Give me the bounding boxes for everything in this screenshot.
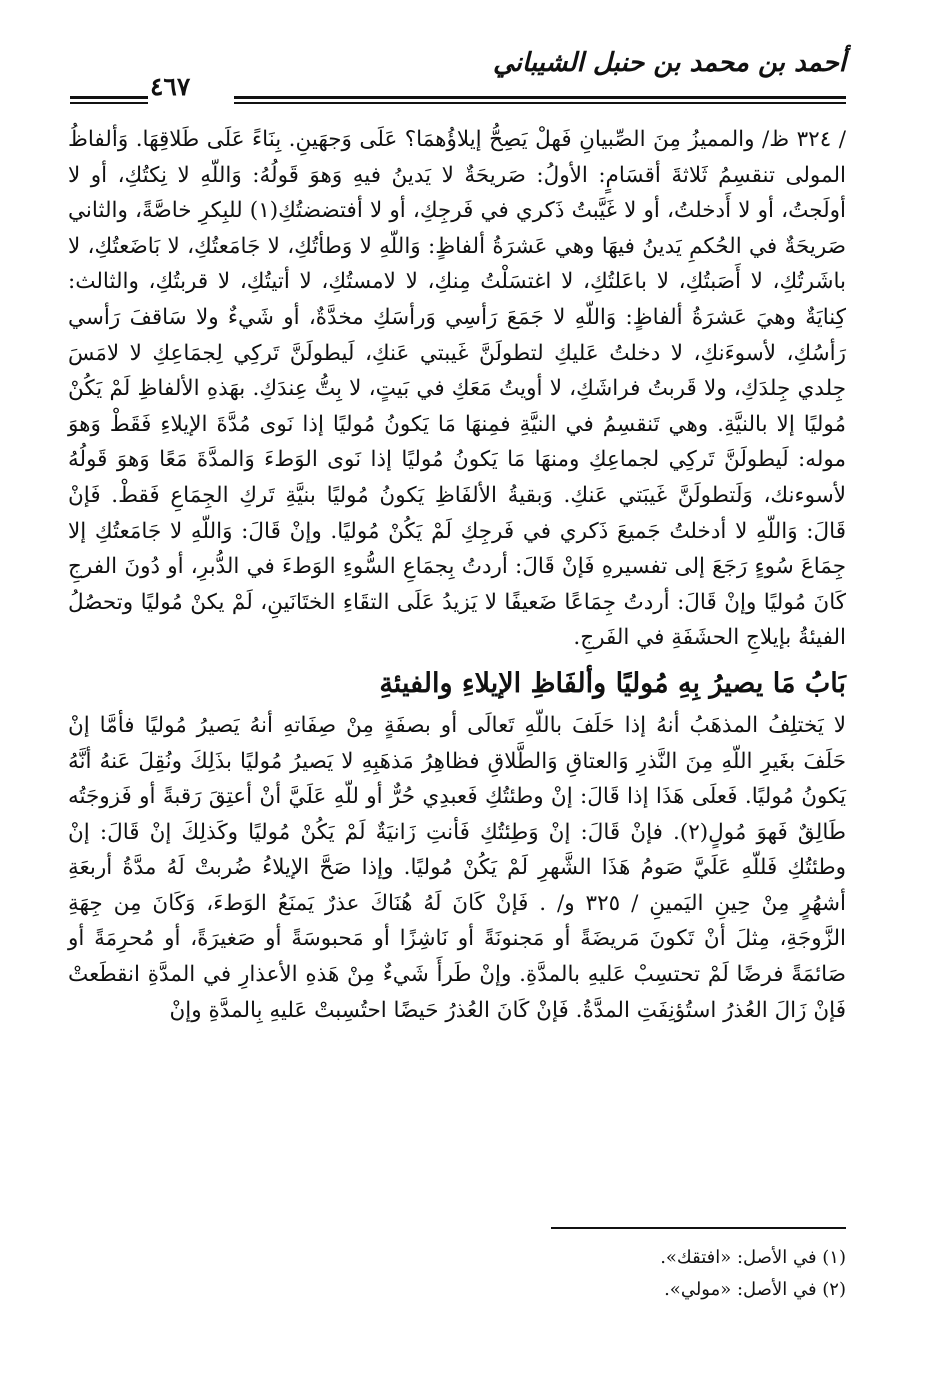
section-heading: بَابُ مَا يصيرُ بِهِ مُوليًا وألفَاظِ الإيلاءِ والفيئةِ xyxy=(379,667,846,699)
paragraph: / ٣٢٤ ظ/ والمميزُ مِنَ الصِّبيانِ فَهلْ يَصِحُّ إيلاؤُهمَا؟ عَلَى وَجهَينِ. بِنَاءً عَلَى طَلاقِهَا. وَألفاظُ المولى تنقسِمُ ثَلاثةَ أقسَامٍ: الأولُ: صَريحَةٌ لا يَدينُ فيهِ وَهوَ قَولُهُ: وَاللّهِ لا نِكتُكِ، أو لا أولَجتُ، أو لا أَدخلتُ، أو لا غَيَّبتُ ذَكري في فَرجِكِ، أو لا أفتضضتُكِ(١) للبِكرِ خاصَّةً، والثاني صَريحَةٌ في الحُكمِ يَدينُ فيهَا وهي عَشرَةُ ألفاظٍ: وَاللّهِ لا وَطأتُكِ، لا جَامَعتُكِ، لا بَاضَعتُكِ، لا باشَرتُكِ، لا أَصَبتُكِ، لا باعَلتُكِ، لا اغتسَلْتُ مِنكِ، لا لامستُكِ، لا أتيتُكِ، لا قربتُكِ، والثالث: كِنايَةٌ وهيَ عَشرَةُ ألفاظٍ: وَاللّهِ لا جَمَعَ رَأسِي وَرأسَكِ مخدَّةٌ، أو شَيءٌ ولا سَاقفَ رَأسي رَأسُكِ، لأسوءَنكِ، لا دخلتُ عَليكِ لتطولَنَّ غَيبتي عَنكِ، لَيطولَنَّ تَركِي لِجمَاعِكِ لا لامَسَ جِلدي جِلدَكِ، ولا قَربتُ فراشَكِ، لا أويتُ مَعَكِ في بَيتٍ، لا بِتُّ عِندَكِ. بهَذهِ الألفاظِ لَمْ يَكُنْ مُوليًا إلا بالنيَّةِ. وهي تَنقسِمُ في النيَّةِ فمِنهَا مَا يَكونُ مُوليًا إذا نَوى مُدَّةَ الإيلاءِ فَقَطْ وَهوَ موله: لَيطولَنَّ تَركِي لجماعِكِ ومنهَا مَا يَكونُ مُوليًا إذا نَوى الوَطءَ وَالمدَّةَ مَعًا وَهوَ قَولُهُ لأسوءنك، وَلَتطولَنَّ غَيبَتي عَنكِ. وَبقيةُ الألفَاظِ يَكونُ مُوليًا بنيَّةِ تَركِ الجِمَاعِ فَقطْ. فَإنْ قَالَ: وَاللّهِ لا أدخلتُ جَميعَ ذَكري في فَرجِكِ لَمْ يَكُنْ مُوليًا. وإنْ قَالَ: وَاللّهِ لا جَامَعتُكِ إلا جِمَاعَ سُوءٍ رَجَعَ إلى تفسيرهِ فَإنْ قَالَ: أردتُ بِجمَاعِ السُّوءِ الوَطءَ في الدُّبرِ، أو دُونَ الفرجِ كَانَ مُوليًا وإنْ قَالَ: أردتُ جِمَاعًا ضَعيفًا لا يَزيدُ عَلَى التقَاءِ الختَانَينِ، لَمْ يكنْ مُوليًا وتحصُلُ الفيئةُ بإيلاجِ الحشَفَةِ في الفَرجِ. xyxy=(68,127,847,651)
header-rule-top xyxy=(234,96,846,99)
main-text xyxy=(68,122,846,1028)
paragraph: لا يَختلِفُ المذهَبُ أنهُ إذا حَلَفَ باللّهِ تَعالَى أو بصفَةٍ مِنْ صِفَاتهِ أنهُ يَصيرُ مُوليًا فأمَّا إنْ حَلَفَ بغَيرِ اللّهِ مِنَ النَّذرِ وَالعتاقِ وَالطَّلاقِ فظاهِرُ مَذهَبِهِ لا يَصيرُ مُوليًا بذَلِكَ ونُقِلَ عَنهُ أنَّهُ يَكونُ مُوليًا. فَعلَى هَذَا إذا قَالَ: إنْ وطئتُكِ فَعبدِي حُرٌّ أو للّهِ عَلَيَّ أنْ أعتِقَ رَقبةً أو فَزوجَتُه طَالِقٌ فَهوَ مُولٍ(٢). فإنْ قَالَ: إنْ وَطِئتُكِ فَأنتِ زَانيَةٌ لَمْ يَكُنْ مُوليًا وكَذلِكَ إنْ قَالَ: إنْ وطئتُكِ فَللّهِ عَلَيَّ صَومُ هَذَا الشَّهرِ لَمْ يَكُنْ مُوليًا. وإذا صَحَّ الإيلاءُ ضُربتْ لَهُ مدَّةُ أربعَةِ أشهُرٍ مِنْ حِينِ اليَمينِ / ٣٢٥ و/ . فَإنْ كَانَ لَهُ هُنَاكَ عذرٌ يَمنَعُ الوَطءَ، وَكَانَ مِن جِهَةِ الزَّوجَةِ، مِثلَ أنْ تَكونَ مَريضَةً أو مَجنونَةً أو نَاشِزًا أو مَحبوسَةً أو صَغيرَةً، أو مُحرِمَةً أو صَائمَةً فرضًا لَمْ تحتسِبْ عَليهِ بالمدَّةِ. وإنْ طَرأَ شَيءٌ مِنْ هَذهِ الأعذارِ في المدَّةِ انقطَعتْ فَإنْ زَالَ العُذرُ استُؤنِفَتِ المدَّةُ. فَإنْ كَانَ العُذرُ حَيضًا احتُسِبتْ عَليهِ بِالمدَّةِ وإنْ xyxy=(68,712,847,1023)
footnote-separator xyxy=(551,1227,846,1229)
footnote-2: (٢) في الأصل: «مولي». xyxy=(664,1279,846,1300)
footnote-1: (١) في الأصل: «افتقك». xyxy=(660,1247,846,1268)
page-number-rule-bottom xyxy=(70,102,148,104)
header-rule-bottom xyxy=(234,102,846,104)
page-number: ٤٦٧ xyxy=(150,72,191,101)
page-number-rule-top xyxy=(70,96,148,99)
running-title: أحمد بن محمد بن حنبل الشيباني xyxy=(493,48,846,78)
footnotes xyxy=(346,1242,846,1306)
